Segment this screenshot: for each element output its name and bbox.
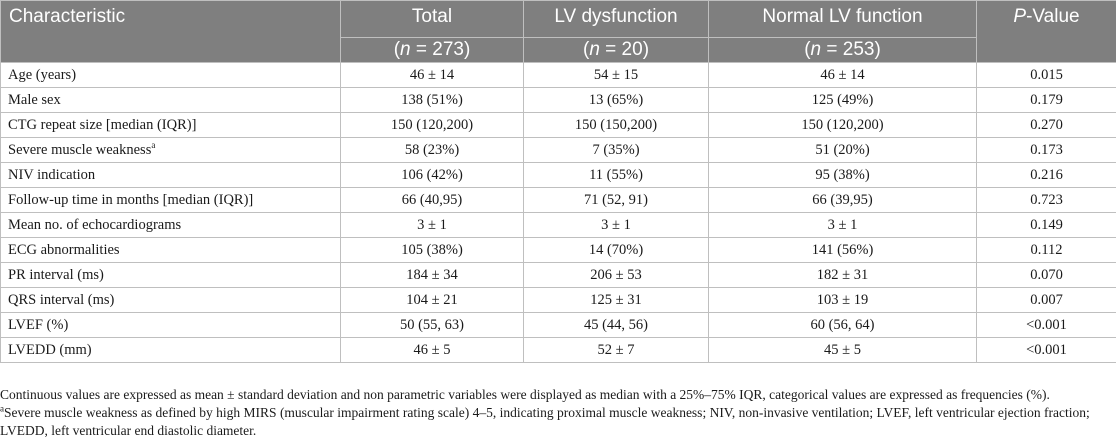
- cell-p-value: 0.015: [977, 63, 1116, 88]
- row-label: [1, 263, 341, 288]
- row-label-text: ECG abnormalities: [8, 241, 120, 258]
- cell-total: 50 (55, 63): [341, 313, 524, 338]
- header-p-value: P-Value: [977, 1, 1116, 63]
- cell-total: 105 (38%): [341, 238, 524, 263]
- row-label-text: Mean no. of echocardiograms: [8, 216, 182, 233]
- cell-normal-lv: 51 (20%): [709, 138, 977, 163]
- footnote-main: Continuous values are expressed as mean ± standard deviation and non parametric variables were displayed as median with a 25%–75% IQR, categorical values are expressed as frequencies (%).: [0, 387, 1050, 402]
- cell-p-value: 0.723: [977, 188, 1116, 213]
- cell-lv-dysfunction: 52 ± 7: [524, 338, 709, 363]
- row-label-text: QRS interval (ms): [8, 291, 115, 308]
- cell-normal-lv: 182 ± 31: [709, 263, 977, 288]
- row-label: [1, 213, 341, 238]
- cell-total: 106 (42%): [341, 163, 524, 188]
- row-label: [1, 88, 341, 113]
- cell-total: 104 ± 21: [341, 288, 524, 313]
- cell-p-value: 0.149: [977, 213, 1116, 238]
- cell-normal-lv: 60 (56, 64): [709, 313, 977, 338]
- cell-lv-dysfunction: 14 (70%): [524, 238, 709, 263]
- footnote-a: $^a$Severe muscle weakness as defined by high MIRS (muscular impairment rating scale) 4–5, indicating proximal muscle weakness; NIV, non-invasive ventilation; LVEF, left ventricular ejection fraction; LVEDD, left ventricular end diastolic diameter.: [0, 403, 1090, 438]
- cell-lv-dysfunction: 150 (150,200): [524, 113, 709, 138]
- cell-p-value: <0.001: [977, 313, 1116, 338]
- cell-p-value: 0.270: [977, 113, 1116, 138]
- cell-normal-lv: 66 (39,95): [709, 188, 977, 213]
- header-normal-lv: Normal LV function: [709, 1, 977, 38]
- row-label: [1, 313, 341, 338]
- row-label: [1, 138, 341, 163]
- table-row: [1, 88, 1116, 113]
- cell-lv-dysfunction: 11 (55%): [524, 163, 709, 188]
- cell-normal-lv: 3 ± 1: [709, 213, 977, 238]
- table-row: [1, 338, 1116, 363]
- cell-p-value: 0.173: [977, 138, 1116, 163]
- cell-p-value: 0.007: [977, 288, 1116, 313]
- cell-total: 58 (23%): [341, 138, 524, 163]
- row-label: [1, 63, 341, 88]
- cell-total: 46 ± 14: [341, 63, 524, 88]
- row-label: [1, 238, 341, 263]
- table-row: [1, 213, 1116, 238]
- header-row: [1, 1, 1116, 38]
- header-normal-lv-n: (n = 253): [709, 38, 977, 63]
- header-total-n: (n = 273): [341, 38, 524, 63]
- row-label-text: Severe muscle weakness: [8, 141, 152, 158]
- cell-total: 138 (51%): [341, 88, 524, 113]
- cell-normal-lv: 46 ± 14: [709, 63, 977, 88]
- cell-total: 150 (120,200): [341, 113, 524, 138]
- cell-p-value: 0.179: [977, 88, 1116, 113]
- row-label-text: Follow-up time in months [median (IQR)]: [8, 191, 254, 208]
- cell-total: 66 (40,95): [341, 188, 524, 213]
- cell-normal-lv: 95 (38%): [709, 163, 977, 188]
- cell-p-value: <0.001: [977, 338, 1116, 363]
- table-row: [1, 138, 1116, 163]
- row-label: [1, 113, 341, 138]
- row-label: [1, 288, 341, 313]
- cell-total: 46 ± 5: [341, 338, 524, 363]
- row-label-text: Age (years): [8, 66, 77, 83]
- row-label-text: LVEDD (mm): [8, 341, 92, 358]
- table-row: [1, 263, 1116, 288]
- table-row: [1, 288, 1116, 313]
- cell-normal-lv: 150 (120,200): [709, 113, 977, 138]
- footnote-marker: a: [151, 139, 156, 150]
- table-row: [1, 188, 1116, 213]
- cell-p-value: 0.112: [977, 238, 1116, 263]
- table-row: [1, 113, 1116, 138]
- row-label-text: PR interval (ms): [8, 266, 104, 283]
- cell-normal-lv: 125 (49%): [709, 88, 977, 113]
- row-label: [1, 338, 341, 363]
- cell-total: 184 ± 34: [341, 263, 524, 288]
- table-row: [1, 238, 1116, 263]
- cell-lv-dysfunction: 54 ± 15: [524, 63, 709, 88]
- cell-normal-lv: 45 ± 5: [709, 338, 977, 363]
- cell-lv-dysfunction: 7 (35%): [524, 138, 709, 163]
- cell-total: 3 ± 1: [341, 213, 524, 238]
- header-lv-dysfunction: LV dysfunction: [524, 1, 709, 38]
- cell-lv-dysfunction: 3 ± 1: [524, 213, 709, 238]
- header-lv-dysfunction-n: (n = 20): [524, 38, 709, 63]
- table-row: [1, 163, 1116, 188]
- cell-lv-dysfunction: 206 ± 53: [524, 263, 709, 288]
- cell-p-value: 0.216: [977, 163, 1116, 188]
- row-label: [1, 188, 341, 213]
- cell-normal-lv: 103 ± 19: [709, 288, 977, 313]
- cell-normal-lv: 141 (56%): [709, 238, 977, 263]
- row-label: [1, 163, 341, 188]
- row-label-text: Male sex: [8, 91, 61, 108]
- row-label-text: CTG repeat size [median (IQR)]: [8, 116, 197, 133]
- table-body: [1, 63, 1116, 363]
- row-label-text: LVEF (%): [8, 316, 69, 333]
- table-row: [1, 313, 1116, 338]
- header-characteristic: Characteristic: [1, 1, 341, 63]
- cell-lv-dysfunction: 13 (65%): [524, 88, 709, 113]
- table-row: [1, 63, 1116, 88]
- header-total: Total: [341, 1, 524, 38]
- cell-lv-dysfunction: 45 (44, 56): [524, 313, 709, 338]
- cell-p-value: 0.070: [977, 263, 1116, 288]
- cell-lv-dysfunction: 125 ± 31: [524, 288, 709, 313]
- row-label-text: NIV indication: [8, 166, 96, 183]
- cell-lv-dysfunction: 71 (52, 91): [524, 188, 709, 213]
